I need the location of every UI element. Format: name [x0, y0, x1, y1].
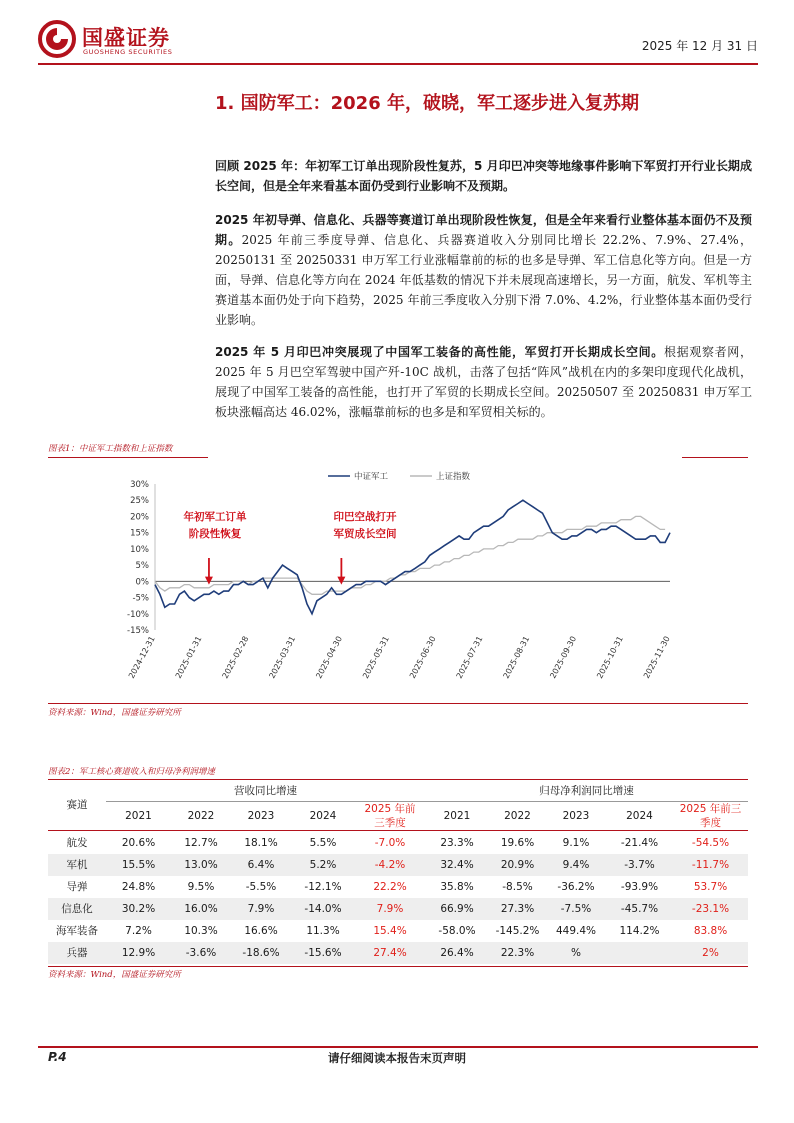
- x-tick-label: 2025-04-30: [314, 634, 345, 680]
- table-cell: -11.7%: [691, 859, 730, 871]
- paragraph-export: [215, 342, 752, 422]
- paragraph-orders-body: 2025 年前三季度导弹、信息化、兵器赛道收入分别同比增长 22.2%、7.9%、27.4%，20250131 至 20250331 申万军工行业涨幅靠前的标的也多是导弹、军工信息化等方向。但是一方面，导弹、信息化等方向在 2024 年低基数的情况下并未展现高速增长，另一方面，航发、军机等主赛道基本面仍处于向下趋势，2025 年前三季度收入分别下滑 7.0%、4.2%，行业整体基本面仍受行业影响。: [215, 233, 752, 327]
- figure1-caption: 图表1：中证军工指数和上证指数: [48, 444, 173, 454]
- x-tick-label: 2025-08-31: [501, 634, 532, 680]
- table-row: [48, 876, 748, 898]
- table-cell: 22.3%: [500, 947, 535, 959]
- y-tick-label: 20%: [130, 512, 149, 523]
- table-row-label: 兵器: [66, 947, 88, 959]
- x-tick-label: 2025-01-31: [173, 634, 204, 680]
- table-header-rule: [48, 830, 748, 831]
- legend-label: 中证军工: [354, 472, 389, 482]
- table-cell: 27.3%: [500, 903, 535, 915]
- table-cell: -8.5%: [502, 881, 533, 893]
- annotation-text: 印巴空战打开: [333, 511, 397, 523]
- figure1-rule-left: [48, 457, 208, 458]
- table-cell: -93.9%: [620, 881, 659, 893]
- x-tick-label: 2025-02-28: [220, 634, 251, 680]
- table-cell: -45.7%: [620, 903, 659, 915]
- brand-logo-icon: [38, 20, 76, 58]
- table-cell: 16.6%: [244, 925, 278, 937]
- table-cell: -7.5%: [560, 903, 592, 915]
- x-tick-label: 2024-12-31: [126, 634, 157, 680]
- table-cell: 19.6%: [500, 837, 535, 849]
- header-divider: [38, 63, 758, 65]
- table-cell: -3.6%: [185, 947, 217, 959]
- table-cell: 12.7%: [184, 837, 218, 849]
- table-column-header: 2025 年前三季度: [364, 803, 416, 829]
- table-cell: 12.9%: [121, 947, 156, 959]
- table-row: [48, 854, 748, 876]
- y-tick-label: 30%: [130, 480, 149, 490]
- x-tick-label: 2025-05-31: [361, 634, 391, 680]
- table-cell: -36.2%: [557, 881, 595, 893]
- table-column-header: 2021: [125, 810, 152, 822]
- table-cell: 5.2%: [309, 859, 337, 871]
- table-cell: 9.4%: [562, 859, 590, 871]
- table-cell: 9.5%: [187, 881, 215, 893]
- y-tick-label: 5%: [135, 561, 149, 572]
- table-column-header: 2023: [562, 810, 590, 822]
- paragraph-review-lead: 回顾 2025 年：年初军工订单出现阶段性复苏，5 月印巴冲突等地缘事件影响下军贸打开行业长期成长空间，但是全年来看基本面仍受到行业影响不及预期。: [215, 159, 752, 193]
- table-group-header-profit: 归母净利润同比增速: [425, 780, 748, 802]
- section-title: 1. 国防军工：2026 年，破晓，军工逐步进入复苏期: [215, 93, 639, 114]
- table-cell: 23.3%: [440, 837, 474, 849]
- table-cell: -21.4%: [620, 837, 659, 849]
- table-group-header-revenue: 营收同比增速: [106, 780, 425, 802]
- disclaimer-note: 请仔细阅读本报告末页声明: [328, 1051, 466, 1065]
- table-cell: -145.2%: [495, 925, 540, 937]
- table-cell: 15.4%: [373, 925, 407, 937]
- table-cell: -58.0%: [438, 925, 476, 937]
- annotation-arrowhead: [205, 577, 213, 585]
- table-cell: 7.9%: [247, 903, 275, 915]
- table-row-label: 导弹: [66, 881, 88, 893]
- table-cell: 32.4%: [440, 859, 474, 871]
- paragraph-export-lead: 2025 年 5 月印巴冲突展现了中国军工装备的高性能，军贸打开长期成长空间。: [215, 345, 664, 359]
- table-cell: 83.8%: [693, 925, 728, 937]
- y-tick-label: -15%: [127, 626, 149, 636]
- brand-name: 国盛证券: [82, 26, 170, 50]
- table-row: [48, 920, 748, 942]
- table-cell: -14.0%: [304, 903, 342, 915]
- table-column-header: 2024: [309, 810, 337, 822]
- annotation-text: 年初军工订单: [183, 511, 247, 523]
- table-cell: 66.9%: [440, 903, 474, 915]
- table-cell: 11.3%: [306, 925, 340, 937]
- table-cell: -3.7%: [624, 859, 655, 871]
- table-cell: -7.0%: [374, 837, 406, 849]
- x-tick-label: 2025-10-31: [595, 634, 625, 680]
- annotation-arrowhead: [337, 577, 345, 585]
- paragraph-orders: [215, 210, 752, 330]
- page-header: [38, 14, 758, 64]
- table-cell: -23.1%: [691, 903, 730, 915]
- legend-label: 上证指数: [436, 472, 471, 482]
- table-source: 资料来源：Wind，国盛证券研究所: [48, 970, 181, 980]
- table-cell: 10.3%: [184, 925, 218, 937]
- paragraph-orders-lead: 2025 年初导弹、信息化、兵器等赛道订单出现阶段性恢复，但是全年来看行业整体基本面仍不及预期。: [215, 213, 752, 247]
- brand-name-en: GUOSHENG SECURITIES: [83, 48, 173, 56]
- paragraph-export-body: 根据观察者网，2025 年 5 月巴空军驾驶中国产歼-10C 战机，击落了包括“阵风”战机在内的多架印度现代化战机，展现了中国军工装备的高性能，也打开了军贸的长期成长空间。20250507 至 20250831 申万军工板块涨幅高达 46.02%，涨幅靠前标的也多是和军贸相关标的。: [215, 345, 752, 419]
- y-tick-label: 0%: [135, 577, 149, 588]
- table-row: [48, 898, 748, 920]
- table-cell: 13.0%: [184, 859, 218, 871]
- table-cell: 30.2%: [121, 903, 156, 915]
- table-cell: 53.7%: [693, 881, 728, 893]
- annotation-text: 阶段性恢复: [188, 528, 242, 540]
- table-header-label: 赛道: [66, 799, 88, 811]
- table-cell: -54.5%: [691, 837, 730, 849]
- table-cell: -5.5%: [245, 881, 277, 893]
- table-row-label: 信息化: [61, 903, 93, 915]
- table-cell: 20.9%: [500, 859, 535, 871]
- table-cell: 15.5%: [121, 859, 156, 871]
- table-cell: %: [571, 947, 581, 959]
- footer-divider: [38, 1046, 758, 1048]
- paragraph-review: [215, 156, 752, 196]
- x-tick-label: 2025-09-30: [548, 634, 579, 680]
- y-tick-label: -5%: [132, 593, 149, 604]
- x-tick-label: 2025-11-30: [641, 634, 672, 680]
- x-tick-label: 2025-06-30: [407, 634, 438, 680]
- table-column-header: 2023: [247, 810, 275, 822]
- x-tick-label: 2025-03-31: [267, 634, 298, 680]
- y-tick-label: 15%: [130, 528, 149, 539]
- table-cell: -12.1%: [304, 881, 342, 893]
- table-row: [48, 832, 748, 854]
- table-row: [48, 942, 748, 964]
- table-column-header: 2022: [187, 810, 215, 822]
- table-cell: [606, 942, 673, 964]
- table-cell: 449.4%: [555, 925, 597, 937]
- table-cell: 24.8%: [121, 881, 156, 893]
- table-cell: 16.0%: [184, 903, 218, 915]
- table-column-header: 2025 年前三季度: [679, 803, 742, 829]
- index-line-chart: [100, 462, 740, 702]
- table-row-label: 海军装备: [56, 925, 98, 937]
- table-header-row: [48, 780, 748, 830]
- table-cell: 2%: [702, 947, 719, 959]
- table-column-header: 2021: [443, 810, 471, 822]
- brand-logo: [38, 20, 178, 60]
- table-column-header: 2024: [626, 810, 653, 822]
- table-bottom-rule: [48, 966, 748, 967]
- table-column-header: 2022: [504, 810, 531, 822]
- table-cell: 6.4%: [247, 859, 275, 871]
- table-cell: -15.6%: [304, 947, 342, 959]
- table-cell: -18.6%: [242, 947, 280, 959]
- figure1-source: 资料来源：Wind，国盛证券研究所: [48, 708, 181, 718]
- y-tick-label: 25%: [130, 496, 149, 507]
- table-cell: 20.6%: [121, 837, 156, 849]
- table-cell: 18.1%: [244, 837, 278, 849]
- figure1-rule-right: [682, 457, 748, 458]
- table-cell: 27.4%: [373, 947, 407, 959]
- table-row-label: 军机: [66, 859, 88, 871]
- table-cell: 5.5%: [309, 837, 337, 849]
- table-cell: 114.2%: [619, 925, 660, 937]
- y-tick-label: 10%: [130, 544, 149, 555]
- table-cell: 9.1%: [562, 837, 590, 849]
- table-caption: 图表2：军工核心赛道收入和归母净利润增速: [48, 767, 215, 777]
- table-cell: 22.2%: [373, 881, 407, 893]
- y-tick-label: -10%: [127, 609, 149, 620]
- table-row-label: 航发: [66, 837, 88, 849]
- report-date: 2025 年 12 月 31 日: [641, 39, 758, 53]
- table-cell: -4.2%: [374, 859, 406, 871]
- table-cell: 7.9%: [376, 903, 404, 915]
- annotation-text: 军贸成长空间: [333, 528, 397, 540]
- table-cell: 7.2%: [125, 925, 152, 937]
- table-cell: 26.4%: [440, 947, 474, 959]
- figure1-source-rule: [48, 703, 748, 704]
- x-tick-label: 2025-07-31: [454, 634, 485, 680]
- table-cell: 35.8%: [440, 881, 474, 893]
- page-number: P.4: [48, 1050, 67, 1064]
